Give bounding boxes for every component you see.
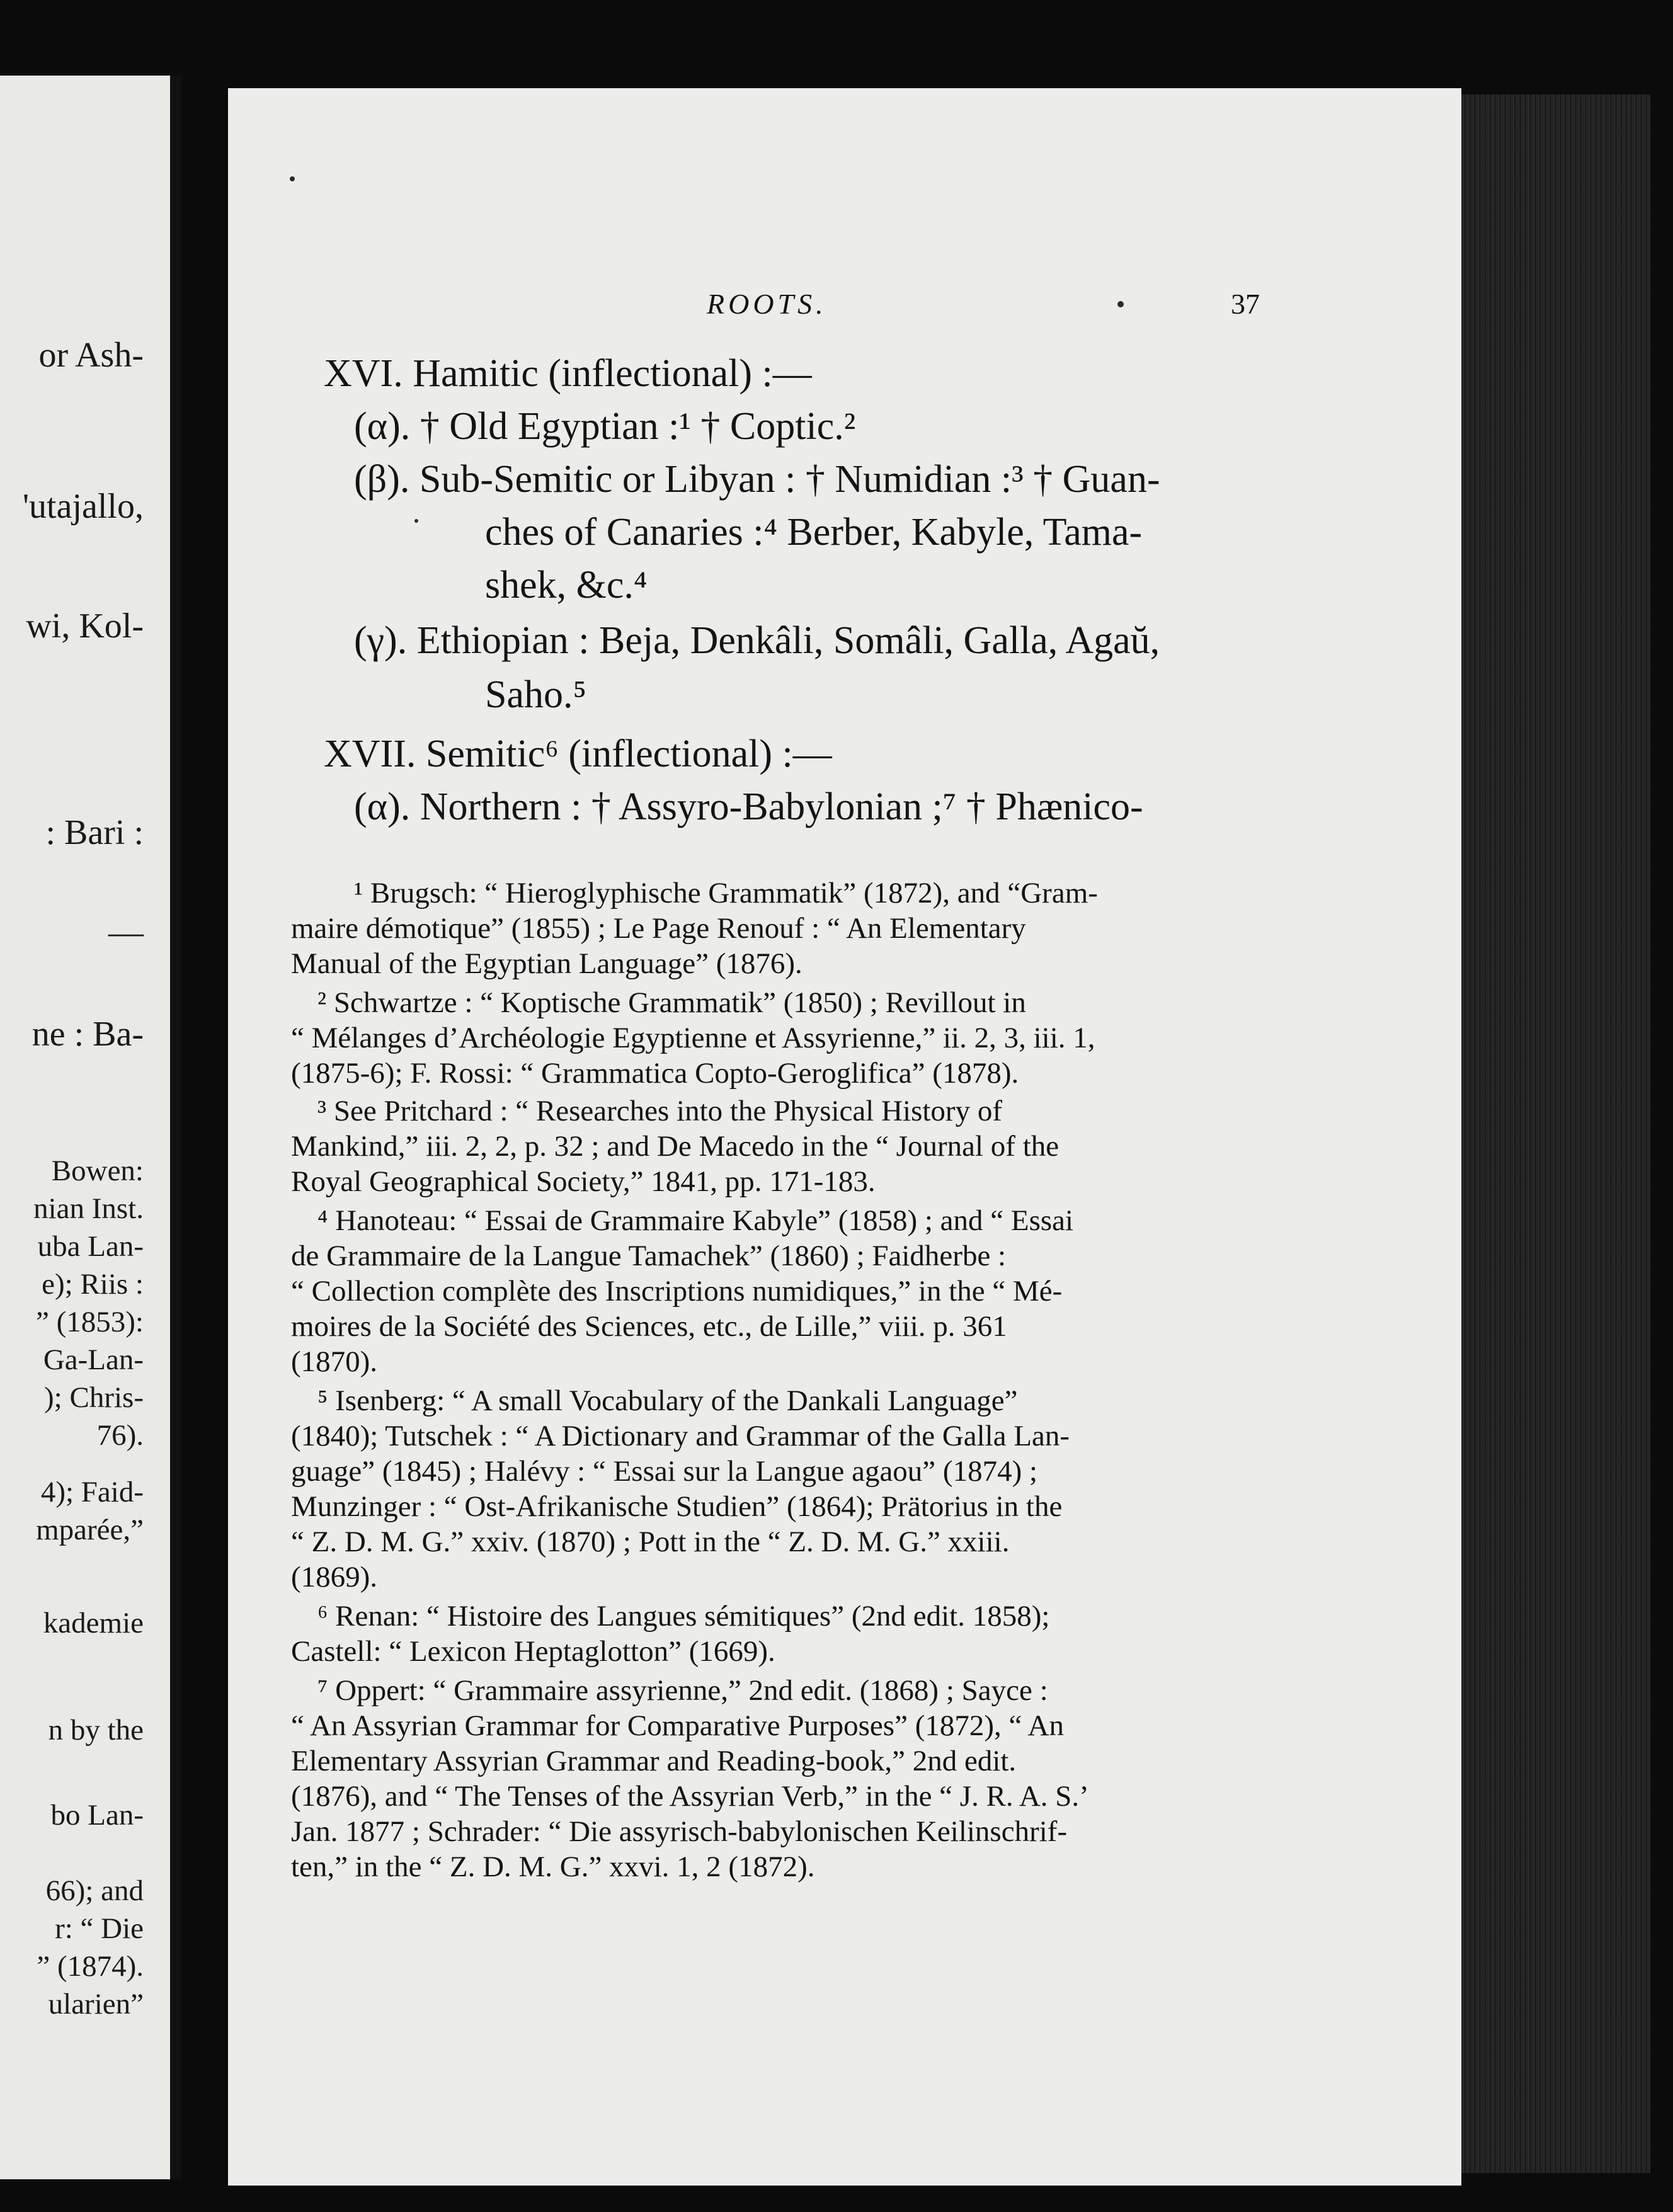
main-text-line: ches of Canaries :⁴ Berber, Kabyle, Tama- — [485, 511, 1143, 554]
footnote-line: ten,” in the “ Z. D. M. G.” xxvi. 1, 2 (1872). — [291, 1850, 815, 1883]
left-page-fragment: e); Riis : — [42, 1268, 144, 1301]
footnote-line: ⁴ Hanoteau: “ Essai de Grammaire Kabyle” (1858) ; and “ Essai — [317, 1204, 1074, 1237]
footnote-line: “ Mélanges d’Archéologie Egyptienne et Assyrienne,” ii. 2, 3, iii. 1, — [291, 1022, 1095, 1054]
left-page-fragment: mparée,” — [36, 1514, 144, 1546]
main-text-line: XVI. Hamitic (inflectional) :— — [324, 352, 812, 395]
left-page-fragment: uba Lan- — [37, 1230, 144, 1263]
left-page-fragment: : Bari : — [45, 813, 144, 852]
footnote-line: moires de la Société des Sciences, etc., de Lille,” viii. p. 361 — [291, 1310, 1007, 1343]
footnote-line: Elementary Assyrian Grammar and Reading-book,” 2nd edit. — [291, 1745, 1017, 1777]
book-page-edges — [1461, 94, 1650, 2173]
main-page — [228, 88, 1461, 2186]
left-page-fragment: ” (1853): — [36, 1306, 144, 1338]
footnote-line: ³ See Pritchard : “ Researches into the Physical History of — [317, 1095, 1002, 1127]
left-page-fragment: ); Chris- — [44, 1381, 144, 1414]
left-page-fragment: ularien” — [48, 1988, 144, 2021]
footnote-line: ⁶ Renan: “ Histoire des Langues sémitiques” (2nd edit. 1858); — [317, 1600, 1050, 1633]
left-page-fragment: ne : Ba- — [31, 1015, 144, 1054]
left-facing-page — [0, 76, 181, 2179]
main-text-line: shek, &c.⁴ — [485, 564, 648, 607]
footnote-line: ² Schwartze : “ Koptische Grammatik” (1850) ; Revillout in — [317, 986, 1026, 1019]
left-page-fragment: — — [108, 913, 144, 952]
left-page-fragment: 76). — [96, 1419, 144, 1452]
footnote-line: (1876), and “ The Tenses of the Assyrian Verb,” in the “ J. R. A. S.’ — [291, 1780, 1089, 1813]
page-number: 37 — [1231, 288, 1260, 320]
footnote-line: Mankind,” iii. 2, 2, p. 32 ; and De Macedo in the “ Journal of the — [291, 1130, 1059, 1163]
footnote-line: “ Z. D. M. G.” xxiv. (1870) ; Pott in the “ Z. D. M. G.” xxiii. — [291, 1525, 1010, 1558]
footnote-line: Munzinger : “ Ost-Afrikanische Studien” (1864); Prätorius in the — [291, 1490, 1063, 1523]
footnote-line: “ Collection complète des Inscriptions numidiques,” in the “ Mé- — [291, 1275, 1063, 1308]
main-text-line: (α). Northern : † Assyro-Babylonian ;⁷ † Phænico- — [354, 785, 1143, 828]
footnote-line: ¹ Brugsch: “ Hieroglyphische Grammatik” (1872), and “Gram- — [354, 877, 1098, 909]
footnote-line: ⁷ Oppert: “ Grammaire assyrienne,” 2nd edit. (1868) ; Sayce : — [317, 1674, 1048, 1707]
footnote-line: Royal Geographical Society,” 1841, pp. 171-183. — [291, 1165, 876, 1198]
left-page-fragment: ” (1874). — [37, 1950, 144, 1983]
footnote-line: (1870). — [291, 1345, 378, 1378]
left-page-fragment: 66); and — [45, 1874, 144, 1907]
main-text-line: Saho.⁵ — [485, 673, 587, 716]
main-text-line: (γ). Ethiopian : Beja, Denkâli, Somâli, Galla, Agaŭ, — [354, 619, 1160, 662]
left-page-fragment: Ga-Lan- — [43, 1343, 144, 1376]
left-page-fragment: n by the — [48, 1714, 144, 1747]
left-page-fragment: wi, Kol- — [26, 607, 144, 646]
running-head: ROOTS. — [707, 288, 827, 320]
footnote-line: Manual of the Egyptian Language” (1876). — [291, 947, 802, 980]
main-text-line: (β). Sub-Semitic or Libyan : † Numidian :³ † Guan- — [354, 458, 1160, 501]
left-page-fragment: 4); Faid- — [40, 1476, 144, 1508]
left-page-fragment: bo Lan- — [50, 1799, 144, 1832]
footnote-line: maire démotique” (1855) ; Le Page Renouf : “ An Elementary — [291, 912, 1026, 945]
main-text-line: (α). † Old Egyptian :¹ † Coptic.² — [354, 405, 856, 448]
footnote-line: de Grammaire de la Langue Tamachek” (1860) ; Faidherbe : — [291, 1240, 1007, 1272]
footnote-line: Jan. 1877 ; Schrader: “ Die assyrisch-babylonischen Keilinschrif- — [291, 1815, 1068, 1848]
left-page-fragment: r: “ Die — [55, 1912, 144, 1945]
footnote-line: (1840); Tutschek : “ A Dictionary and Grammar of the Galla Lan- — [291, 1420, 1070, 1452]
footnote-line: (1875-6); F. Rossi: “ Grammatica Copto-Geroglifica” (1878). — [291, 1057, 1019, 1090]
ink-speck — [414, 519, 418, 523]
left-page-fragment: Bowen: — [51, 1154, 144, 1187]
left-page-fragment: or Ash- — [38, 336, 144, 375]
main-text-line: XVII. Semitic⁶ (inflectional) :— — [324, 733, 832, 775]
left-page-fragment: 'utajallo, — [22, 487, 144, 526]
footnote-line: guage” (1845) ; Halévy : “ Essai sur la Langue agaou” (1874) ; — [291, 1455, 1038, 1488]
left-page-fragment: nian Inst. — [33, 1192, 144, 1225]
ink-speck — [1117, 301, 1124, 307]
footnote-line: “ An Assyrian Grammar for Comparative Purposes” (1872), “ An — [291, 1709, 1064, 1742]
ink-speck — [290, 176, 295, 181]
left-page-fragment: kademie — [43, 1607, 144, 1639]
footnote-line: (1869). — [291, 1561, 378, 1593]
footnote-line: Castell: “ Lexicon Heptaglotton” (1669). — [291, 1635, 775, 1668]
footnote-line: ⁵ Isenberg: “ A small Vocabulary of the Dankali Language” — [317, 1384, 1018, 1417]
